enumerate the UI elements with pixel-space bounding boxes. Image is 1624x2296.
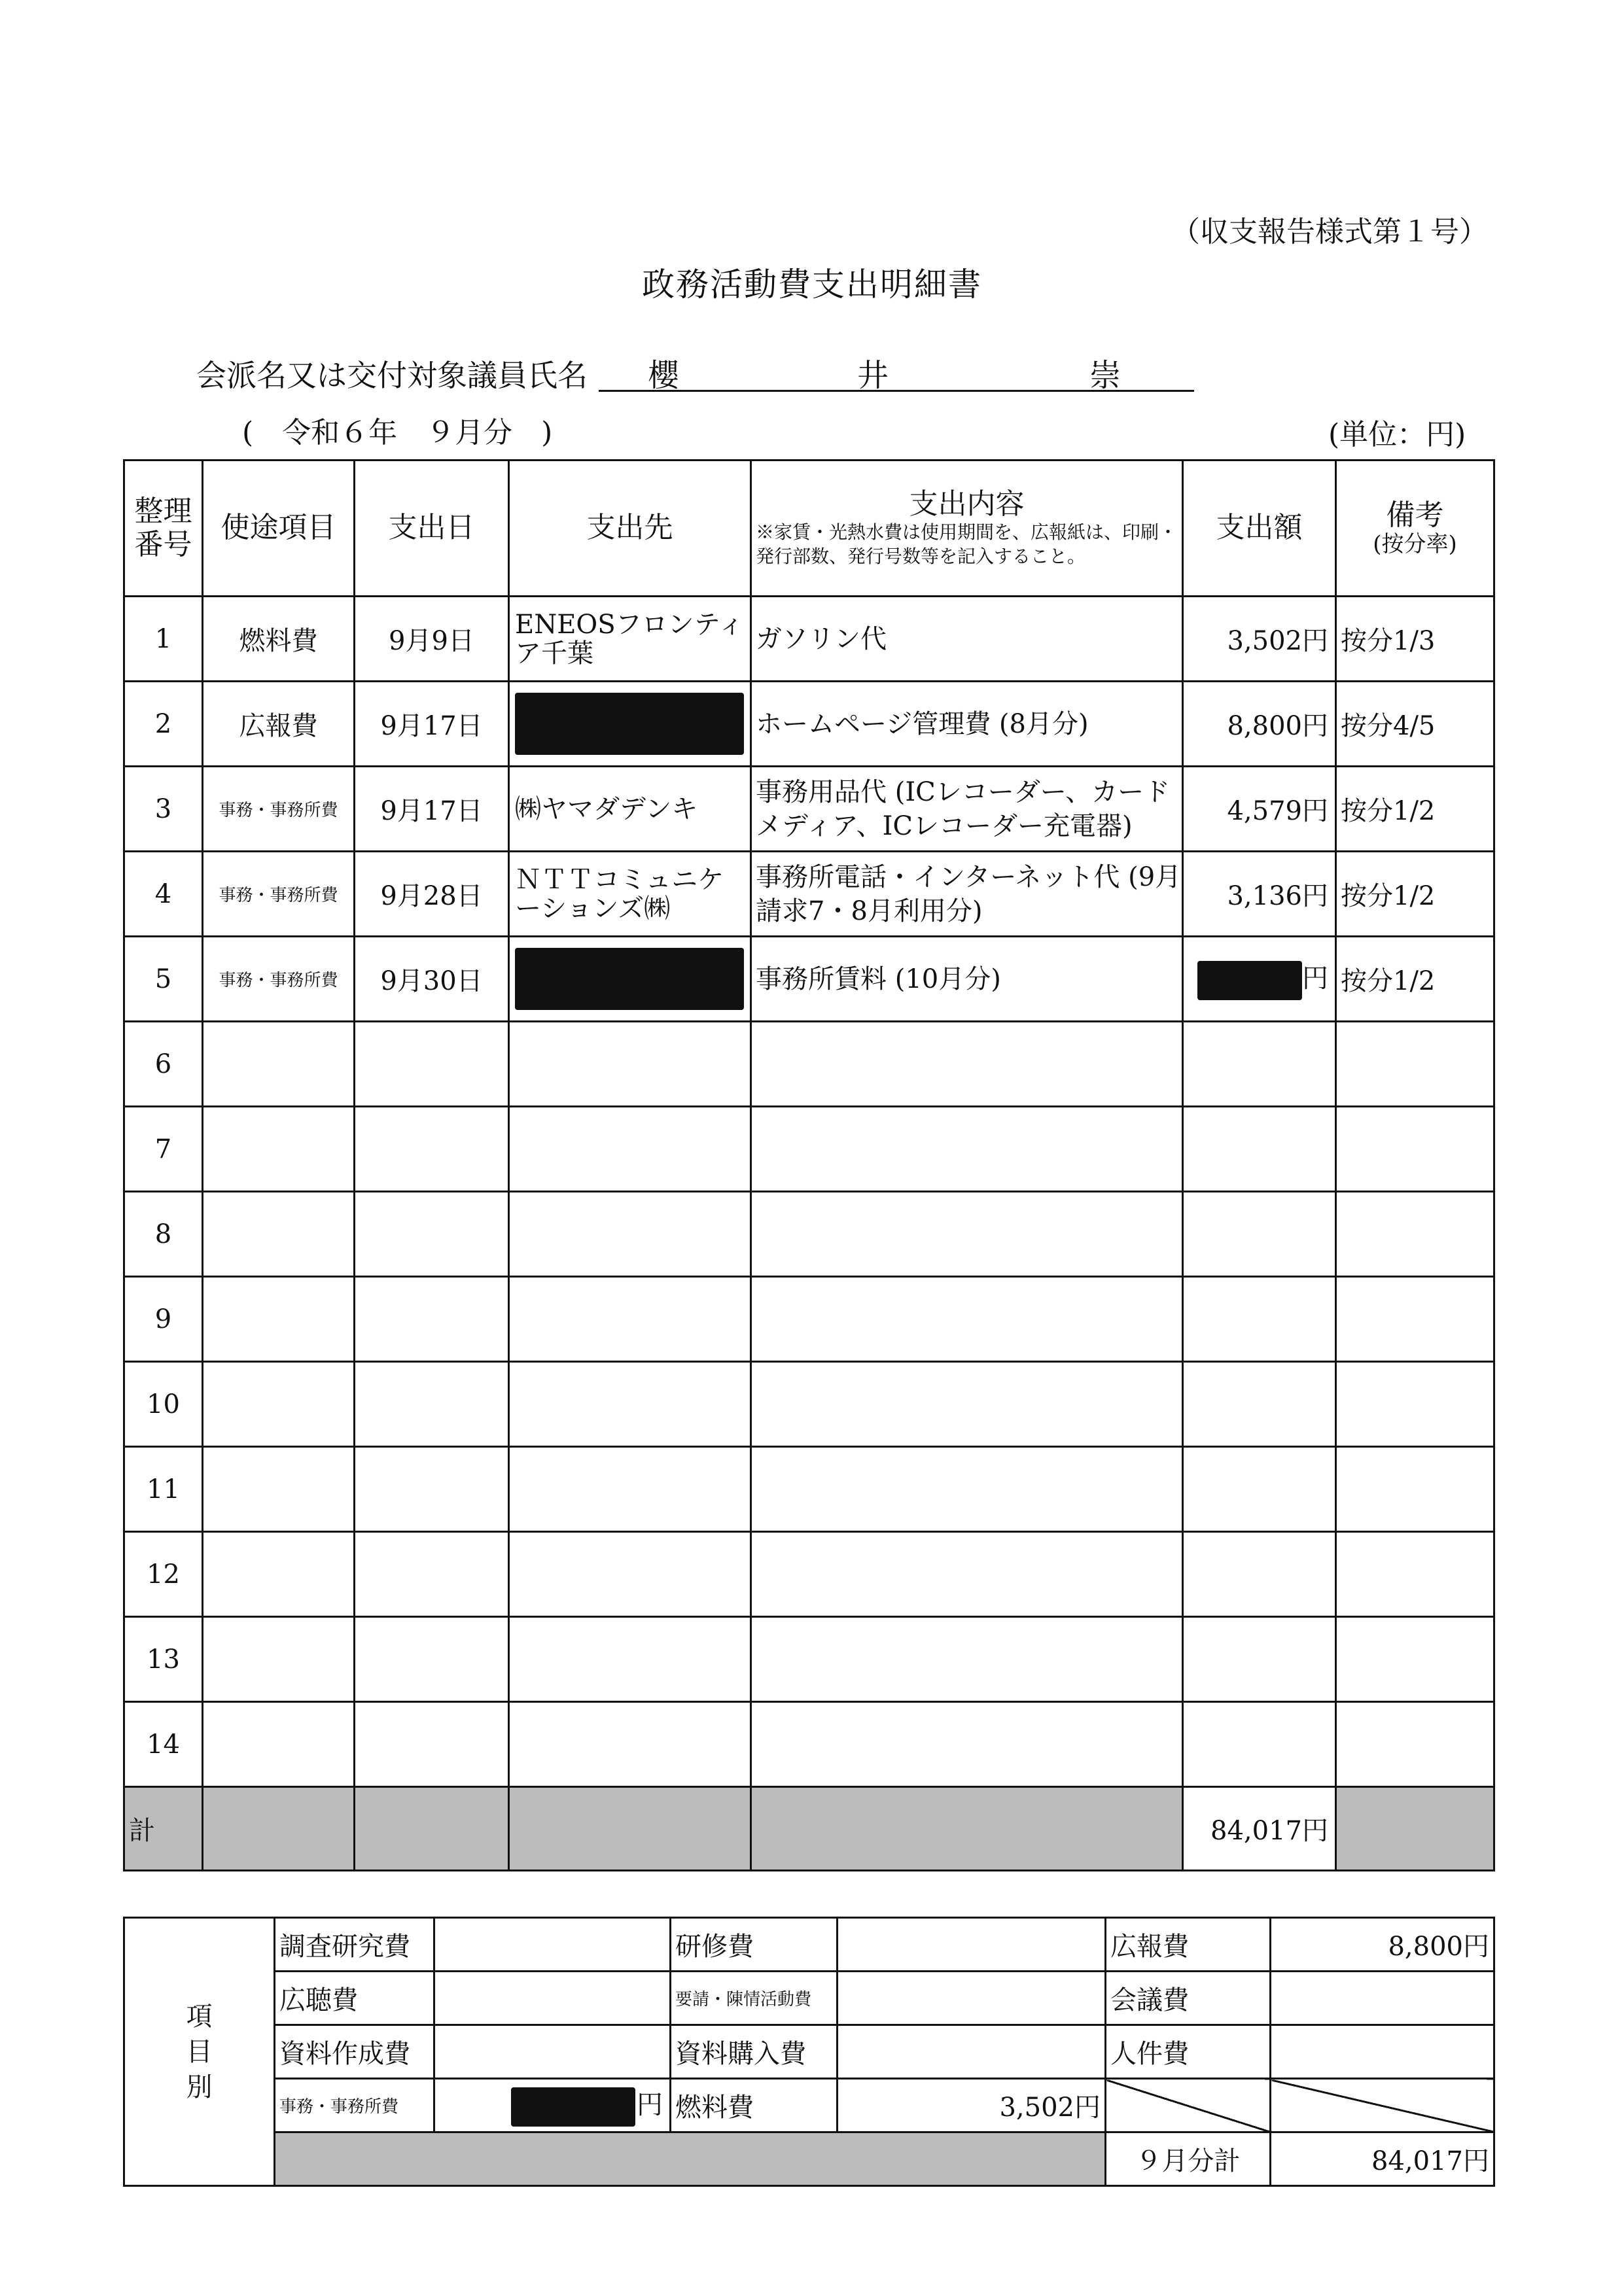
row-date bbox=[355, 1277, 509, 1362]
table-row bbox=[124, 1532, 1494, 1617]
row-number: 1 bbox=[124, 597, 203, 682]
row-remarks bbox=[1336, 1362, 1494, 1447]
summary-value bbox=[838, 1918, 1106, 1972]
row-payee: ＮＴＴコミュニケーションズ㈱ bbox=[509, 852, 751, 937]
row-content bbox=[751, 1107, 1183, 1192]
row-payee: ㈱ヤマダデンキ bbox=[509, 767, 751, 852]
row-number: 11 bbox=[124, 1447, 203, 1532]
row-category: 燃料費 bbox=[203, 597, 355, 682]
row-category bbox=[203, 1447, 355, 1532]
row-content bbox=[751, 1277, 1183, 1362]
redaction-block bbox=[511, 2087, 635, 2127]
row-date: 9月9日 bbox=[355, 597, 509, 682]
row-payee bbox=[509, 1702, 751, 1787]
summary-label: 調査研究費 bbox=[275, 1919, 435, 1970]
summary-label: 要請・陳情活動費 bbox=[671, 1972, 838, 2025]
summary-label: 資料作成費 bbox=[275, 2026, 435, 2078]
table-row bbox=[124, 1022, 1494, 1107]
summary-value bbox=[838, 2025, 1106, 2079]
row-remarks bbox=[1336, 1107, 1494, 1192]
row-remarks bbox=[1336, 1702, 1494, 1787]
row-date bbox=[355, 1617, 509, 1702]
row-payee bbox=[509, 682, 751, 767]
header-date: 支出日 bbox=[355, 461, 509, 597]
row-date: 9月30日 bbox=[355, 937, 509, 1022]
row-remarks bbox=[1336, 1617, 1494, 1702]
expense-table bbox=[123, 459, 1495, 1871]
table-row bbox=[124, 1362, 1494, 1447]
row-number: 10 bbox=[124, 1362, 203, 1447]
header-content-note: ※家賃・光熱水費は使用期間を、広報紙は、印刷・発行部数、発行号数等を記入すること。 bbox=[756, 521, 1178, 567]
summary-item bbox=[275, 1918, 671, 1972]
total-cell-blank bbox=[1336, 1787, 1494, 1871]
table-row bbox=[124, 1702, 1494, 1787]
row-content: 事務用品代 (ICレコーダー、カードメディア、ICレコーダー充電器) bbox=[751, 767, 1183, 852]
row-remarks: 按分4/5 bbox=[1336, 682, 1494, 767]
row-remarks bbox=[1336, 1447, 1494, 1532]
row-number: 2 bbox=[124, 682, 203, 767]
name-char-1: 櫻 bbox=[648, 357, 680, 394]
row-payee bbox=[509, 1277, 751, 1362]
month-total-value: 84,017円 bbox=[1271, 2132, 1494, 2186]
row-remarks: 按分1/2 bbox=[1336, 937, 1494, 1022]
table-row bbox=[124, 1617, 1494, 1702]
table-header-row bbox=[124, 461, 1494, 597]
summary-value bbox=[1271, 2025, 1494, 2079]
row-content bbox=[751, 1532, 1183, 1617]
row-amount bbox=[1183, 937, 1336, 1022]
summary-label: 事務・事務所費 bbox=[275, 2079, 435, 2131]
row-number: 5 bbox=[124, 937, 203, 1022]
row-number: 3 bbox=[124, 767, 203, 852]
row-category bbox=[203, 1192, 355, 1277]
row-number: 4 bbox=[124, 852, 203, 937]
total-cell-blank bbox=[203, 1787, 355, 1871]
row-category bbox=[203, 1107, 355, 1192]
row-remarks bbox=[1336, 1277, 1494, 1362]
header-content-title: 支出内容 bbox=[909, 487, 1025, 521]
row-number: 8 bbox=[124, 1192, 203, 1277]
row-content bbox=[751, 1447, 1183, 1532]
name-label: 会派名又は交付対象議員氏名 bbox=[196, 358, 588, 393]
table-row bbox=[124, 1107, 1494, 1192]
summary-shaded-cell bbox=[275, 2132, 1106, 2186]
row-amount bbox=[1183, 1192, 1336, 1277]
row-remarks bbox=[1336, 1192, 1494, 1277]
row-date bbox=[355, 1192, 509, 1277]
summary-item bbox=[275, 1972, 671, 2025]
row-date bbox=[355, 1022, 509, 1107]
table-row bbox=[124, 1447, 1494, 1532]
row-category: 事務・事務所費 bbox=[203, 937, 355, 1022]
header-category: 使途項目 bbox=[203, 461, 355, 597]
row-amount bbox=[1183, 1532, 1336, 1617]
summary-label: 会議費 bbox=[1106, 1972, 1271, 2025]
row-payee bbox=[509, 1617, 751, 1702]
row-date: 9月17日 bbox=[355, 767, 509, 852]
row-number: 9 bbox=[124, 1277, 203, 1362]
row-amount: 4,579円 bbox=[1183, 767, 1336, 852]
row-date bbox=[355, 1362, 509, 1447]
redaction-block bbox=[515, 948, 744, 1010]
row-remarks: 按分1/3 bbox=[1336, 597, 1494, 682]
header-remarks-sub: (按分率) bbox=[1373, 531, 1457, 558]
row-amount bbox=[1183, 1107, 1336, 1192]
total-cell-blank bbox=[355, 1787, 509, 1871]
document-title: 政務活動費支出明細書 bbox=[642, 266, 982, 304]
row-content bbox=[751, 1362, 1183, 1447]
redaction-block bbox=[1197, 961, 1302, 1000]
row-payee bbox=[509, 1022, 751, 1107]
header-payee: 支出先 bbox=[509, 461, 751, 597]
row-amount bbox=[1183, 1447, 1336, 1532]
unit-label: (単位：円) bbox=[1328, 418, 1466, 451]
row-amount: 3,502円 bbox=[1183, 597, 1336, 682]
row-amount bbox=[1183, 1277, 1336, 1362]
table-row bbox=[124, 1192, 1494, 1277]
diagonal-cell bbox=[1106, 2079, 1271, 2132]
header-amount: 支出額 bbox=[1183, 461, 1336, 597]
summary-value: 8,800円 bbox=[1271, 1918, 1494, 1972]
period-label: ( 令和６年 ９月分 ) bbox=[242, 416, 553, 449]
row-payee: ENEOSフロンティア千葉 bbox=[509, 597, 751, 682]
row-content bbox=[751, 1192, 1183, 1277]
summary-value: 3,502円 bbox=[838, 2079, 1106, 2132]
row-category bbox=[203, 1277, 355, 1362]
row-remarks bbox=[1336, 1532, 1494, 1617]
table-row bbox=[124, 1277, 1494, 1362]
row-payee bbox=[509, 937, 751, 1022]
summary-item bbox=[275, 2079, 671, 2132]
row-amount: 3,136円 bbox=[1183, 852, 1336, 937]
row-content bbox=[751, 1022, 1183, 1107]
row-payee bbox=[509, 1362, 751, 1447]
summary-value bbox=[838, 1972, 1106, 2025]
row-payee bbox=[509, 1107, 751, 1192]
table-row bbox=[124, 937, 1494, 1022]
row-category: 事務・事務所費 bbox=[203, 852, 355, 937]
summary-label: 人件費 bbox=[1106, 2025, 1271, 2079]
row-category bbox=[203, 1022, 355, 1107]
redaction-block bbox=[515, 693, 744, 755]
total-row bbox=[124, 1787, 1494, 1871]
row-content bbox=[751, 1702, 1183, 1787]
table-row bbox=[124, 682, 1494, 767]
row-category bbox=[203, 1362, 355, 1447]
row-category: 事務・事務所費 bbox=[203, 767, 355, 852]
row-date bbox=[355, 1532, 509, 1617]
row-amount bbox=[1183, 1617, 1336, 1702]
row-payee bbox=[509, 1447, 751, 1532]
row-number: 14 bbox=[124, 1702, 203, 1787]
total-cell-blank bbox=[751, 1787, 1183, 1871]
row-amount-suffix: 円 bbox=[1302, 964, 1328, 994]
row-date bbox=[355, 1702, 509, 1787]
row-number: 7 bbox=[124, 1107, 203, 1192]
row-number: 13 bbox=[124, 1617, 203, 1702]
table-row bbox=[124, 767, 1494, 852]
row-date: 9月28日 bbox=[355, 852, 509, 937]
summary-label: 広聴費 bbox=[275, 1972, 435, 2024]
row-amount bbox=[1183, 1362, 1336, 1447]
row-remarks: 按分1/2 bbox=[1336, 767, 1494, 852]
summary-value: 円 bbox=[637, 2090, 663, 2120]
summary-table bbox=[123, 1917, 1495, 2187]
row-content bbox=[751, 1617, 1183, 1702]
form-number: （収支報告様式第１号） bbox=[1171, 215, 1488, 249]
row-amount: 8,800円 bbox=[1183, 682, 1336, 767]
row-remarks: 按分1/2 bbox=[1336, 852, 1494, 937]
row-content: ホームページ管理費 (8月分) bbox=[751, 682, 1183, 767]
summary-value-redacted bbox=[435, 2084, 669, 2127]
row-payee bbox=[509, 1532, 751, 1617]
name-char-3: 崇 bbox=[1089, 357, 1121, 394]
diagonal-cell bbox=[1271, 2079, 1494, 2132]
header-content bbox=[751, 461, 1183, 597]
summary-label: 広報費 bbox=[1106, 1918, 1271, 1972]
row-category bbox=[203, 1702, 355, 1787]
row-number: 6 bbox=[124, 1022, 203, 1107]
header-remarks-title: 備考 bbox=[1386, 498, 1444, 532]
row-content: 事務所電話・インターネット代 (9月請求7・8月利用分) bbox=[751, 852, 1183, 937]
total-amount: 84,017円 bbox=[1183, 1787, 1336, 1871]
summary-label: 研修費 bbox=[671, 1918, 838, 1972]
row-payee bbox=[509, 1192, 751, 1277]
summary-item bbox=[275, 2025, 671, 2079]
name-char-2: 井 bbox=[857, 357, 889, 394]
table-row bbox=[124, 852, 1494, 937]
month-total-label: ９月分計 bbox=[1106, 2132, 1271, 2186]
table-row bbox=[124, 597, 1494, 682]
row-category: 広報費 bbox=[203, 682, 355, 767]
row-content: ガソリン代 bbox=[751, 597, 1183, 682]
row-date: 9月17日 bbox=[355, 682, 509, 767]
row-content: 事務所賃料 (10月分) bbox=[751, 937, 1183, 1022]
row-amount bbox=[1183, 1022, 1336, 1107]
summary-label: 燃料費 bbox=[671, 2079, 838, 2132]
row-category bbox=[203, 1532, 355, 1617]
row-date bbox=[355, 1107, 509, 1192]
row-amount bbox=[1183, 1702, 1336, 1787]
total-cell-blank bbox=[509, 1787, 751, 1871]
header-remarks bbox=[1336, 461, 1494, 597]
header-no: 整理番号 bbox=[124, 461, 203, 597]
total-label: 計 bbox=[124, 1787, 203, 1871]
row-number: 12 bbox=[124, 1532, 203, 1617]
row-remarks bbox=[1336, 1022, 1494, 1107]
summary-value bbox=[1271, 1972, 1494, 2025]
summary-label: 資料購入費 bbox=[671, 2025, 838, 2079]
row-date bbox=[355, 1447, 509, 1532]
summary-side-label: 項目別 bbox=[124, 1918, 275, 2186]
row-category bbox=[203, 1617, 355, 1702]
